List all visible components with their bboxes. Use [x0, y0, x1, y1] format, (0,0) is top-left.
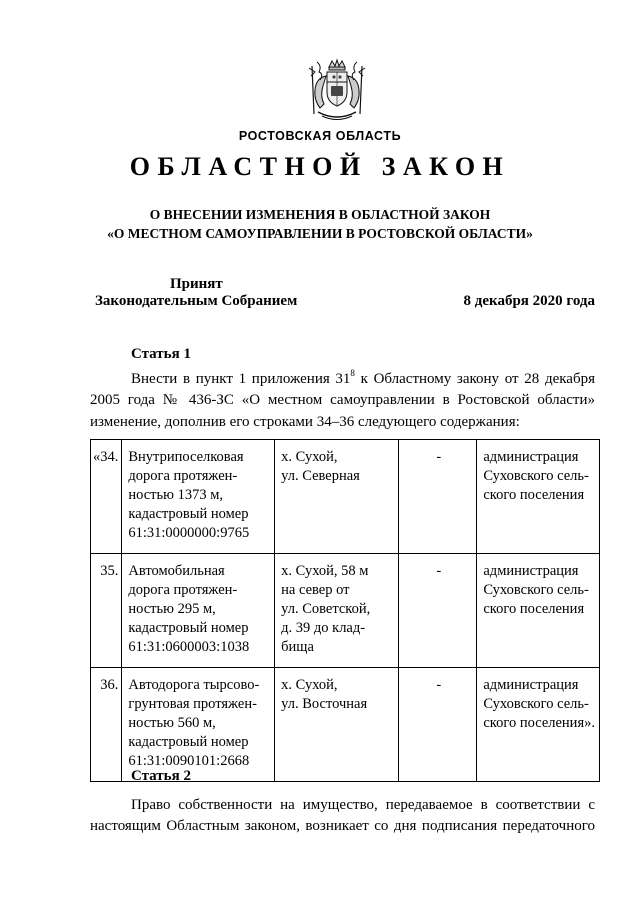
object-description [122, 668, 275, 782]
object-location [275, 668, 399, 782]
object-description-line: грунтовая протяжен- [128, 696, 257, 712]
article-2-line-2: настоящим Областным законом, возникает со дня подписания передаточного [90, 818, 595, 835]
article-2-line-1: Право собственности на имущество, передаваемое в соответствии с [131, 797, 595, 813]
adoption-date: 8 декабря 2020 года [463, 293, 595, 309]
object-location-line: ул. Советской, [281, 601, 371, 617]
article-1-line-3: изменение, дополнив его строками 34–36 следующего содержания: [90, 413, 520, 430]
administration-name-line: ского поселения». [483, 715, 595, 731]
document-type: ОБЛАСТНОЙ ЗАКОН [129, 152, 511, 181]
object-description-line: Автодорога тырсово- [128, 677, 260, 693]
article-1-title: Статья 1 [131, 346, 191, 362]
law-title [0, 205, 640, 243]
article-2-text [90, 795, 595, 838]
row-number: 36. [91, 668, 122, 782]
object-description-line: 61:31:0600003:1038 [128, 639, 250, 655]
object-description-line: 61:31:0090101:2668 [128, 753, 250, 769]
object-location [275, 440, 399, 554]
table-row [91, 668, 600, 782]
law-title-line-2: «О МЕСТНОМ САМОУПРАВЛЕНИИ В РОСТОВСКОЙ ОБЛАСТИ» [107, 226, 533, 241]
object-description-line: дорога протяжен- [128, 582, 238, 598]
administration-name [477, 440, 600, 554]
object-location-line: д. 39 до клад- [281, 620, 366, 636]
object-description [122, 554, 275, 668]
administration-name-line: Суховского сель- [483, 696, 589, 712]
object-description-line: кадастровый номер [128, 506, 249, 522]
object-description-line: Автомобильная [128, 563, 225, 579]
article-1-line-2: 2005 года № 436-ЗС «О местном самоуправлении в Ростовской области» [90, 392, 595, 409]
object-description-line: ностью 295 м, [128, 601, 216, 617]
object-location-line: бища [281, 639, 314, 655]
administration-name-line: Суховского сель- [483, 468, 589, 484]
article-1-text [90, 369, 595, 433]
region-name: РОСТОВСКАЯ ОБЛАСТЬ [238, 129, 402, 143]
object-location-line: ул. Северная [281, 468, 360, 484]
empty-value-dash: - [399, 440, 477, 554]
object-description-line: дорога протяжен- [128, 468, 238, 484]
coat-of-arms-emblem [306, 58, 368, 124]
object-location-line: х. Сухой, [281, 449, 338, 465]
row-number: «34. [91, 440, 122, 554]
administration-name [477, 554, 600, 668]
object-location-line: на север от [281, 582, 350, 598]
object-location-line: х. Сухой, 58 м [281, 563, 369, 579]
adopted-by: Законодательным Собранием [95, 293, 298, 309]
law-title-line-1: О ВНЕСЕНИИ ИЗМЕНЕНИЯ В ОБЛАСТНОЙ ЗАКОН [149, 207, 491, 222]
object-location-line: ул. Восточная [281, 696, 368, 712]
administration-name-line: ского поселения [483, 601, 585, 617]
administration-name-line: администрация [483, 563, 579, 579]
administration-name-line: администрация [483, 677, 579, 693]
article-2-title: Статья 2 [131, 768, 191, 784]
object-description-line: 61:31:0000000:9765 [128, 525, 250, 541]
row-number: 35. [91, 554, 122, 668]
object-description-line: ностью 560 м, [128, 715, 216, 731]
administration-name-line: ского поселения [483, 487, 585, 503]
table-row [91, 554, 600, 668]
object-location [275, 554, 399, 668]
empty-value-dash: - [399, 554, 477, 668]
superscript-8: 8 [350, 368, 355, 378]
amendment-table [90, 439, 600, 782]
article-1-line-1: Внести в пункт 1 приложения $31^8$ к Областному закону от 28 декабря [131, 368, 595, 387]
administration-name-line: администрация [483, 449, 579, 465]
object-description-line: Внутрипоселковая [128, 449, 244, 465]
table-row [91, 440, 600, 554]
administration-name-line: Суховского сель- [483, 582, 589, 598]
object-description [122, 440, 275, 554]
object-description-line: ностью 1373 м, [128, 487, 224, 503]
object-description-line: кадастровый номер [128, 620, 249, 636]
object-description-line: кадастровый номер [128, 734, 249, 750]
adopted-label: Принят [170, 276, 223, 292]
administration-name [477, 668, 600, 782]
object-location-line: х. Сухой, [281, 677, 338, 693]
empty-value-dash: - [399, 668, 477, 782]
